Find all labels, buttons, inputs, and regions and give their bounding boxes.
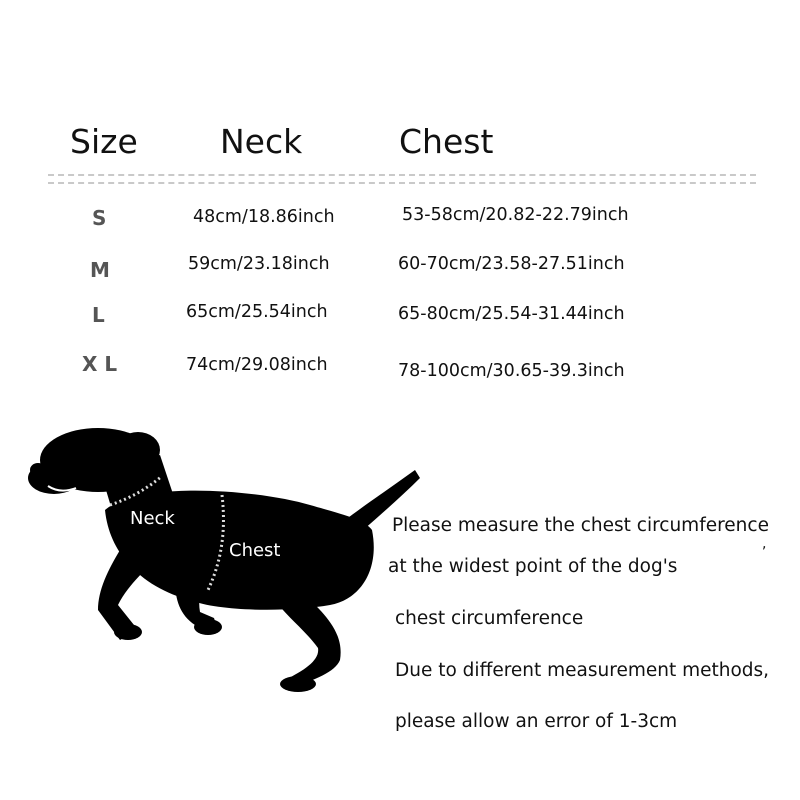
header-chest: Chest	[399, 122, 494, 161]
header-size: Size	[70, 122, 138, 161]
stray-mark: ,	[762, 536, 767, 552]
size-l: L	[92, 303, 105, 327]
size-xl: X L	[82, 352, 118, 376]
chest-l: 65-80cm/25.54-31.44inch	[398, 304, 625, 324]
neck-m: 59cm/23.18inch	[188, 254, 330, 274]
header-neck: Neck	[220, 122, 303, 161]
size-s: S	[92, 206, 107, 230]
neck-label: Neck	[130, 508, 175, 529]
neck-l: 65cm/25.54inch	[186, 302, 328, 322]
note-line-5: please allow an error of 1-3cm	[395, 711, 678, 732]
chest-label: Chest	[229, 540, 281, 561]
note-line-3: chest circumference	[395, 608, 584, 629]
neck-xl: 74cm/29.08inch	[186, 355, 328, 375]
size-m: M	[90, 258, 110, 282]
chest-m: 60-70cm/23.58-27.51inch	[398, 254, 625, 274]
note-line-4: Due to different measurement methods,	[395, 660, 770, 681]
chest-s: 53-58cm/20.82-22.79inch	[402, 205, 629, 225]
neck-s: 48cm/18.86inch	[193, 207, 335, 227]
chest-xl: 78-100cm/30.65-39.3inch	[398, 361, 625, 381]
note-line-1: Please measure the chest circumference	[392, 515, 769, 536]
dog-body-shape	[28, 428, 420, 692]
note-line-2: at the widest point of the dog's	[388, 556, 678, 577]
